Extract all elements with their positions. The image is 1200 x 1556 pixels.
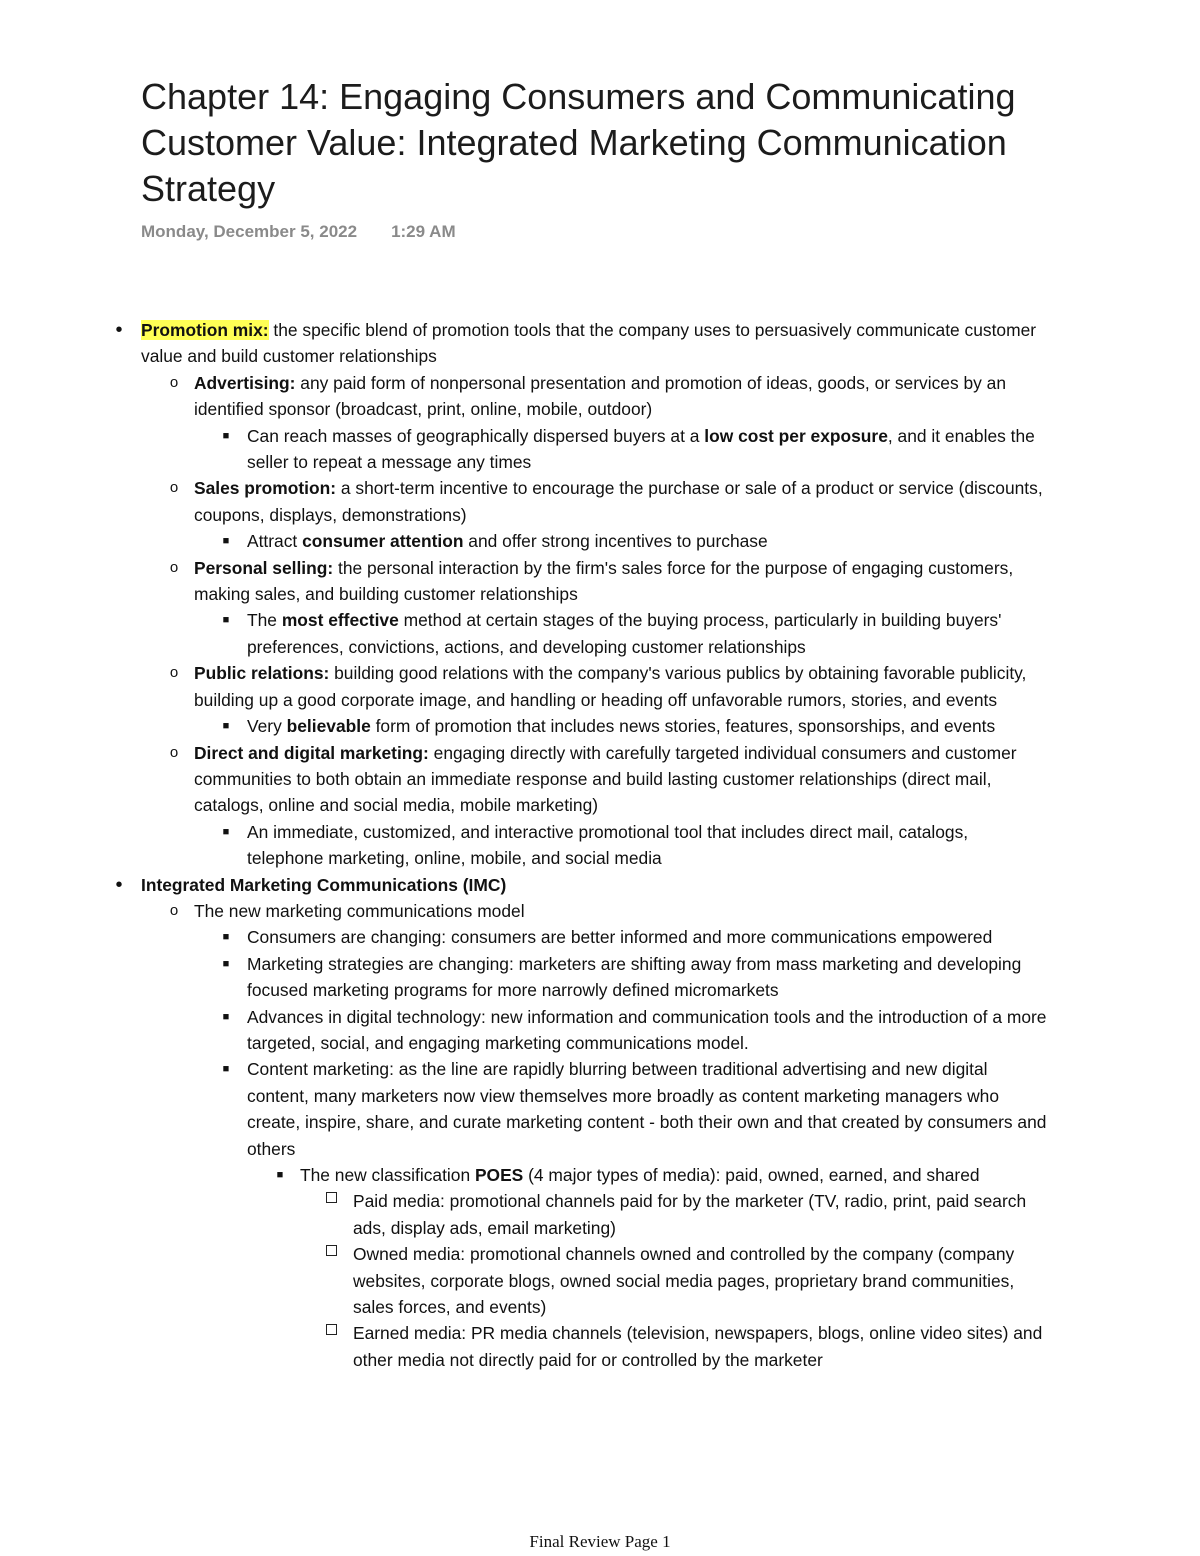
term-public-relations: Public relations:: [194, 663, 330, 684]
list-item-advertising-detail: [0, 423, 1047, 476]
page-timestamp: [141, 222, 456, 242]
page-footer: Final Review Page 1: [529, 1532, 671, 1551]
list-item-direct-digital-detail: [0, 819, 1047, 872]
bullet-square-icon: ■: [276, 1169, 284, 1181]
detail-text: and offer strong incentives to purchase: [463, 531, 768, 552]
definition-text: the specific blend of promotion tools that the company uses to persuasively communicate customer value and build customer relationships: [141, 320, 1037, 367]
bullet-circle-icon: o: [169, 901, 179, 919]
list-item-media: [0, 1320, 1053, 1373]
list-item-advertising: [0, 370, 1064, 423]
list-item-public-relations-detail: [0, 713, 1047, 739]
term-imc: Integrated Marketing Communications (IMC): [141, 874, 507, 895]
media-text: Earned media: PR media channels (television, newspapers, blogs, online video sites) and other media not directly paid for or controlled by the marketer: [353, 1323, 1043, 1370]
list-item-imc-model: [0, 898, 1064, 924]
detail-bold: most effective: [281, 610, 399, 631]
bullet-square-icon: ■: [222, 957, 230, 970]
bullet-disc-icon: •: [115, 873, 123, 896]
bullet-square-icon: ■: [222, 535, 230, 548]
list-item-poes: [0, 1162, 1040, 1188]
bullet-square-icon: ■: [222, 720, 230, 733]
bullet-circle-icon: o: [169, 664, 179, 682]
list-item-imc-point: [0, 1056, 1047, 1162]
detail-text: Attract: [247, 531, 303, 552]
detail-text: Can reach masses of geographically dispersed buyers at a: [247, 425, 705, 446]
media-text: Owned media: promotional channels owned and controlled by the company (company websites, corporate blogs, owned social media pages, proprietary brand communities, sales forces, and events): [353, 1244, 1015, 1318]
bullet-square-icon: ■: [222, 1063, 230, 1076]
detail-bold: consumer attention: [302, 531, 464, 552]
bullet-square-icon: ■: [222, 931, 230, 944]
term-promotion-mix: Promotion mix:: [141, 320, 269, 340]
list-item-direct-digital: [0, 740, 1064, 819]
bullet-square-icon: ■: [222, 429, 230, 442]
list-item-promotion-mix: [0, 317, 1061, 370]
page-date: Monday, December 5, 2022: [141, 222, 358, 241]
term-direct-digital: Direct and digital marketing:: [194, 742, 429, 763]
bullet-hollow-square-icon: [326, 1324, 337, 1335]
list-item-imc-point: [0, 1004, 1047, 1057]
term-advertising: Advertising:: [194, 372, 296, 393]
list-item-media: [0, 1188, 1053, 1241]
model-text: The new marketing communications model: [194, 900, 525, 921]
detail-text: An immediate, customized, and interactive promotional tool that includes direct mail, catalogs, telephone marketing, online, mobile, and social media: [247, 821, 969, 869]
point-text: Advances in digital technology: new information and communication tools and the introduction of a more targeted, social, and engaging marketing communications model.: [247, 1006, 1047, 1053]
bullet-square-icon: ■: [222, 825, 230, 838]
definition-text: any paid form of nonpersonal presentation and promotion of ideas, goods, or services by an identified sponsor (broadcast, print, online, mobile, outdoor): [194, 372, 1007, 420]
definition-text: a short-term incentive to encourage the purchase or sale of a product or service (discounts, coupons, displays, demonstrations): [194, 478, 1043, 525]
notes-body: [0, 317, 1200, 1373]
detail-text: The: [247, 610, 282, 631]
detail-text: Very: [247, 716, 287, 737]
list-item-personal-selling: [0, 555, 1064, 608]
media-text: Paid media: promotional channels paid for by the marketer (TV, radio, print, paid search ads, display ads, email marketing): [353, 1191, 1027, 1238]
poes-text: (4 major types of media): paid, owned, earned, and shared: [523, 1165, 980, 1185]
term-personal-selling: Personal selling:: [194, 557, 334, 578]
definition-text: the personal interaction by the firm's sales force for the purpose of engaging customers, making sales, and building customer relationships: [194, 557, 1014, 605]
point-text: Consumers are changing: consumers are better informed and more communications empowered: [247, 927, 993, 948]
bullet-square-icon: ■: [222, 1010, 230, 1023]
list-item-public-relations: [0, 660, 1064, 713]
detail-text: method at certain stages of the buying process, particularly in building buyers' preferences, convictions, actions, and developing customer relationships: [247, 610, 1002, 657]
list-item-sales-promotion-detail: [0, 528, 1047, 554]
point-text: Marketing strategies are changing: marketers are shifting away from mass marketing and developing focused marketing programs for more narrowly defined micromarkets: [247, 953, 1022, 1001]
poes-text: The new classification: [300, 1165, 475, 1185]
list-item-personal-selling-detail: [0, 607, 1047, 660]
list-item-sales-promotion: [0, 475, 1064, 528]
bullet-hollow-square-icon: [326, 1192, 337, 1203]
bullet-square-icon: ■: [222, 614, 230, 627]
detail-bold: low cost per exposure: [704, 425, 888, 446]
list-item-imc-point: [0, 924, 1047, 950]
page-title: Chapter 14: Engaging Consumers and Communicating Customer Value: Integrated Marketing Communication Strategy: [141, 76, 1016, 209]
list-item-imc-point: [0, 951, 1047, 1004]
list-item-media: [0, 1241, 1053, 1320]
bullet-circle-icon: o: [169, 743, 179, 761]
detail-text: , and it enables the seller to repeat a message any times: [247, 425, 1035, 473]
list-item-imc: [0, 872, 1061, 898]
bullet-hollow-square-icon: [326, 1245, 337, 1256]
bullet-circle-icon: o: [169, 373, 179, 391]
detail-text: form of promotion that includes news stories, features, sponsorships, and events: [370, 716, 996, 737]
bullet-circle-icon: o: [169, 558, 179, 576]
poes-bold: POES: [474, 1165, 524, 1185]
detail-bold: believable: [286, 716, 371, 737]
bullet-disc-icon: •: [115, 319, 123, 341]
page-time: 1:29 AM: [391, 222, 456, 241]
term-sales-promotion: Sales promotion:: [194, 478, 337, 499]
definition-text: engaging directly with carefully targeted individual consumers and customer communities to both obtain an immediate response and build lasting customer relationships (direct mail, catalogs, online and social media, mobile marketing): [194, 742, 1017, 816]
definition-text: building good relations with the company's various publics by obtaining favorable publicity, building up a good corporate image, and handling or heading off unfavorable rumors, stories, and events: [194, 663, 1027, 710]
point-text: Content marketing: as the line are rapidly blurring between traditional advertising and new digital content, many marketers now view themselves more broadly as content marketing managers who create, inspire, share, and curate marketing content - both their own and that created by consumers and others: [247, 1059, 1047, 1159]
bullet-circle-icon: o: [169, 479, 179, 497]
